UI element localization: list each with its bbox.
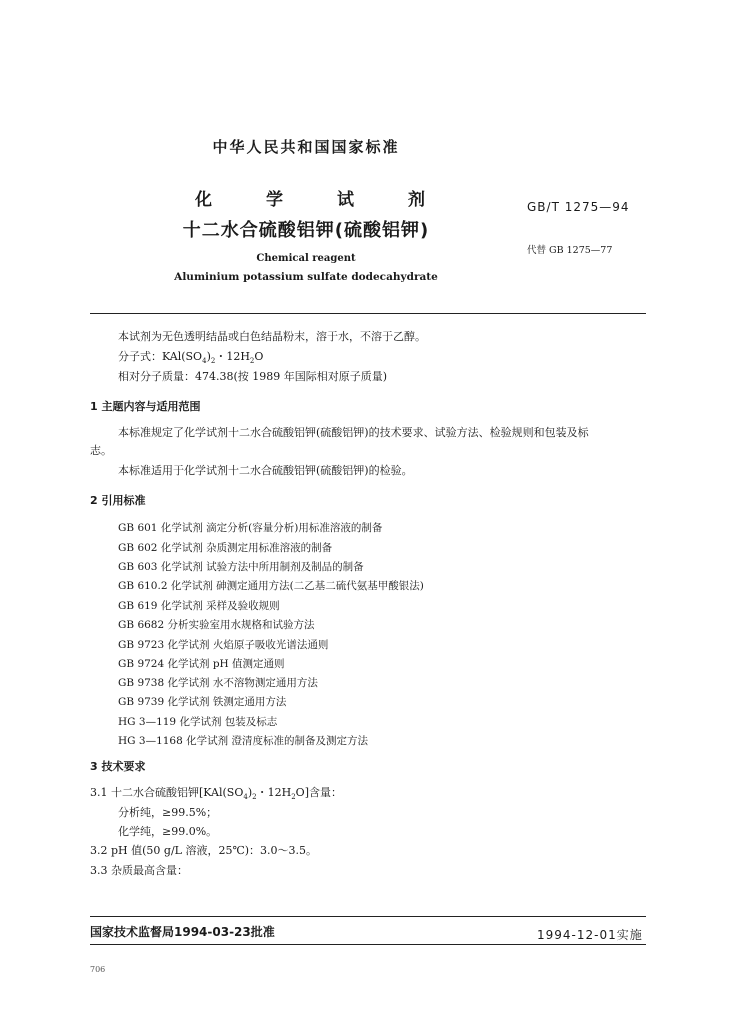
reagent-category-en: Chemical reagent xyxy=(256,253,356,264)
national-standard-title: 中华人民共和国国家标准 xyxy=(212,138,400,156)
item-text: 3.1 十二水合硫酸铝钾[KAl(SO xyxy=(90,786,244,799)
formula-part: ・12H xyxy=(215,350,250,363)
formula-sub: 4 xyxy=(202,357,207,366)
molecular-formula xyxy=(118,350,264,366)
title-char: 剂 xyxy=(408,190,425,210)
list-item: GB 603 化学试剂 试验方法中所用制剂及制品的制备 xyxy=(118,561,364,573)
list-item: GB 9738 化学试剂 水不溶物测定通用方法 xyxy=(118,677,318,689)
section-1-para-1-cont: 志。 xyxy=(90,444,112,457)
list-item: HG 3—1168 化学试剂 澄清度标准的制备及测定方法 xyxy=(118,735,368,747)
list-item: GB 6682 分析实验室用水规格和试验方法 xyxy=(118,619,315,631)
formula-part: ) xyxy=(206,350,211,363)
section-1-heading: 1 主题内容与适用范围 xyxy=(90,400,201,413)
formula-part: O xyxy=(254,350,264,363)
list-item: GB 9739 化学试剂 铁测定通用方法 xyxy=(118,696,287,708)
intro-description: 本试剂为无色透明结晶或白色结晶粉末，溶于水，不溶于乙醇。 xyxy=(118,330,426,343)
title-char: 化 xyxy=(195,190,212,210)
formula-sub: 2 xyxy=(252,793,257,802)
list-item: GB 9723 化学试剂 火焰原子吸收光谱法通则 xyxy=(118,639,329,651)
formula-sub: 2 xyxy=(249,357,255,366)
item-text: ) xyxy=(247,786,253,799)
formula-sub: 2 xyxy=(291,793,296,802)
list-item: GB 602 化学试剂 杂质测定用标准溶液的制备 xyxy=(118,542,333,554)
standard-code: GB/T 1275—94 xyxy=(527,200,630,214)
section-1-para-2: 本标准适用于化学试剂十二水合硫酸铝钾(硫酸铝钾)的检验。 xyxy=(118,464,413,477)
list-item: GB 601 化学试剂 滴定分析(容量分析)用标准溶液的制备 xyxy=(118,522,383,534)
formula-sub: 2 xyxy=(210,357,216,366)
item-text: ・12H xyxy=(256,786,292,799)
section-1-para-1: 本标准规定了化学试剂十二水合硫酸铝钾(硫酸铝钾)的技术要求、试验方法、检验规则和包装及标 xyxy=(118,426,589,439)
formula-prefix: 分子式：KAl(SO xyxy=(118,350,203,363)
header-divider xyxy=(90,313,646,314)
title-char: 试 xyxy=(337,190,354,210)
list-item: GB 619 化学试剂 采样及验收规则 xyxy=(118,600,280,612)
reagent-name-cn: 十二水合硫酸铝钾(硫酸铝钾) xyxy=(182,220,430,241)
footer-divider xyxy=(90,916,646,917)
formula-sub: 4 xyxy=(243,793,248,802)
section-3-heading: 3 技术要求 xyxy=(90,760,146,773)
molecular-weight: 相对分子质量：474.38(按 1989 年国际相对原子质量) xyxy=(118,370,388,383)
item-3-1 xyxy=(90,786,342,802)
grade-chemical: 化学纯，≥99.0%。 xyxy=(118,825,218,838)
item-3-2: 3.2 pH 值(50 g/L 溶液，25℃)：3.0～3.5。 xyxy=(90,844,318,857)
item-text: O]含量： xyxy=(295,786,342,799)
page-number: 706 xyxy=(90,965,106,974)
list-item: GB 9724 化学试剂 pH 值测定通则 xyxy=(118,658,285,670)
list-item: GB 610.2 化学试剂 砷测定通用方法(二乙基二硫代氨基甲酸银法) xyxy=(118,580,424,592)
implementation-date: 1994-12-01实施 xyxy=(537,928,643,942)
list-item: HG 3—119 化学试剂 包装及标志 xyxy=(118,716,278,728)
approval-date: 国家技术监督局1994-03-23批准 xyxy=(90,925,275,939)
reagent-category-title xyxy=(195,185,425,210)
section-2-heading: 2 引用标准 xyxy=(90,494,146,507)
item-3-3: 3.3 杂质最高含量： xyxy=(90,864,188,877)
title-char: 学 xyxy=(266,190,283,210)
footer-bottom-rule xyxy=(90,944,646,945)
reagent-name-en: Aluminium potassium sulfate dodecahydrate xyxy=(174,271,438,283)
replaces-standard: 代替 GB 1275—77 xyxy=(527,245,613,256)
grade-analytical: 分析纯，≥99.5%； xyxy=(118,806,218,819)
